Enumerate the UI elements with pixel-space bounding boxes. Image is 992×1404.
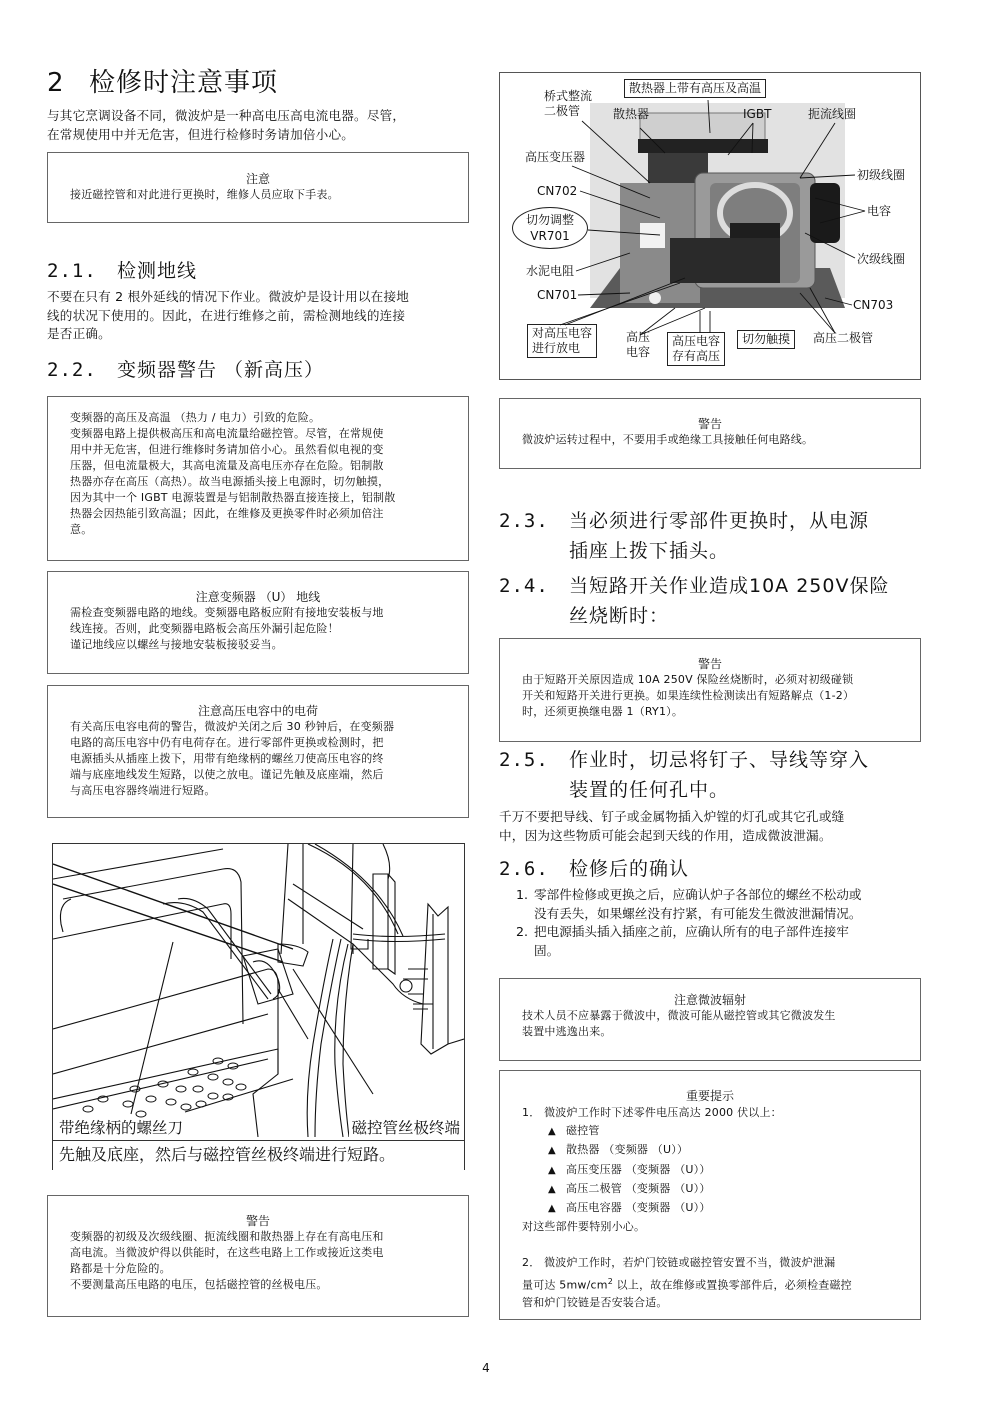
important-item-2: 2． 微波炉工作时，若炉门铰链或磁控管安置不当，微波炉泄漏 (522, 1256, 836, 1270)
box-line: 热器亦存在高压（高热）。故当电源插头接上电源时，切勿触摸， (70, 475, 390, 488)
warning-title: 警告 (697, 657, 722, 671)
heading-number: 2.6. (499, 858, 549, 880)
heading-2-6 (499, 856, 689, 882)
page-number: 4 (482, 1361, 490, 1375)
box-line: 与高压电容器终端进行短路。 (70, 784, 216, 797)
notice-title: 注意变频器 （U） 地线 (195, 590, 321, 604)
heading-title: 变频器警告 （新高压） (117, 359, 325, 381)
inverter-warning-box (47, 396, 469, 561)
label-cn702: CN702 (537, 184, 578, 198)
section-number: 2 (47, 68, 65, 98)
inverter-board-photo (499, 72, 921, 380)
bullet-item: ▲ 磁控管 (522, 1122, 898, 1141)
box-line: 技术人员不应暴露于微波中，微波可能从磁控管或其它微波发生 (522, 1009, 836, 1022)
careful-note: 对这些部件要特别小心。 (522, 1220, 646, 1234)
warning-fuse-box (499, 638, 921, 742)
bullet-item: ▲ 散热器 （变频器 （U）） (522, 1141, 898, 1160)
box-line: 电源插头从插座上拨下，用带有绝缘柄的螺丝刀使高压电容的终 (70, 752, 384, 765)
heading-number: 2.4. (499, 575, 549, 597)
box-line: 因为其中一个 IGBT 电源装置是与铝制散热器直接连接上，铝制散 (70, 491, 396, 504)
label-no-touch: 切勿触摸 (737, 330, 795, 349)
box-line: 有关高压电容电荷的警告，微波炉关闭之后 30 秒钟后，在变频器 (70, 720, 395, 733)
text-line: 中，因为这些物质可能会起到天线的作用，造成微波泄漏。 (499, 827, 832, 843)
text-line: 是否正确。 (47, 326, 111, 341)
section-intro (47, 107, 472, 144)
label-hv-cap-voltage: 高压电容 存有高压 (667, 332, 725, 366)
label-hv-cap: 高压 电容 (626, 330, 651, 359)
heading-number: 2.1. (47, 260, 97, 282)
heading-title: 检修后的确认 (569, 858, 690, 880)
box-line: 路都是十分危险的。 (70, 1262, 171, 1275)
section-heading (47, 68, 278, 98)
label-discharge: 对高压电容 进行放电 (527, 324, 597, 358)
text-line: 千万不要把导线、钉子或金属物插入炉镗的灯孔或其它孔或缝 (499, 809, 845, 824)
warning-text: 微波炉运转过程中，不要用手或绝缘工具接触任何电路线。 (522, 433, 814, 446)
heading-line: 当必须进行零部件更换时，从电源 (569, 510, 870, 532)
label-choke-coil: 扼流线圈 (808, 107, 857, 121)
label-cement-resistor: 水泥电阻 (526, 264, 575, 278)
label-no-adjust-vr701: 切勿调整 VR701 (512, 207, 588, 249)
notice-charge-box (47, 685, 469, 818)
bullet-item: ▲ 高压变压器 （变频器 （U）） (522, 1161, 898, 1180)
heading-line: 丝烧断时： (569, 605, 670, 627)
heading-number: 2.2. (47, 359, 97, 381)
label-secondary-coil: 次级线圈 (857, 252, 906, 266)
heading-number: 2.3. (499, 510, 549, 532)
heading-2-1 (47, 258, 197, 284)
notice-ground-box (47, 571, 469, 674)
section-title: 检修时注意事项 (89, 68, 279, 98)
box-line: 开关和短路开关进行更换。如果连续性检测读出有短路解点（1-2） (522, 689, 855, 702)
notice-text: 接近磁控管和对此进行更换时，维修人员应取下手表。 (70, 188, 339, 201)
box-line: 端与底座地线发生短路，以使之放电。谨记先触及底座端，然后 (70, 768, 384, 781)
heading-number: 2.5. (499, 749, 549, 771)
box-line: 变频器的初级及次级线圈、扼流线圈和散热器上存在有高电压和 (70, 1230, 384, 1243)
bullet-item: ▲ 高压二极管 （变频器 （U）） (522, 1180, 898, 1199)
warning-coils-box (47, 1195, 469, 1317)
heading-line: 装置的任何孔中。 (569, 779, 730, 801)
warning-operation-box (499, 398, 921, 469)
discharge-illustration (52, 843, 465, 1170)
important-title: 重要提示 (685, 1089, 734, 1103)
label-hv-diode: 高压二极管 (813, 331, 874, 345)
warning-title: 警告 (245, 1214, 270, 1228)
triangle-icon: ▲ (548, 1164, 556, 1176)
s2-1-text (47, 288, 472, 344)
label-cn701: CN701 (537, 288, 578, 302)
important-item-2-line: 管和炉门铰链是否安装合适。 (522, 1296, 668, 1310)
box-line: 用中并无危害，但进行维修时务请加倍小心。虽然看似电视的变 (70, 443, 384, 456)
label-capacitor: 电容 (867, 204, 892, 218)
intro-line: 与其它烹调设备不同，微波炉是一种高电压高电流电器。尽管， (47, 108, 406, 123)
label-primary-coil: 初级线圈 (857, 168, 906, 182)
s2-5-text (499, 808, 924, 845)
box-line: 高电流。当微波炉得以供能时，在这些电路上工作或接近这类电 (70, 1246, 384, 1259)
heading-2-2 (47, 357, 324, 383)
box-line: 热器会因热能引致高温；因此，在维修及更换零件时必须加倍注 (70, 507, 384, 520)
heading-2-5 (499, 745, 924, 805)
screwdriver-drawing (53, 844, 464, 1137)
box-line: 不要测量高压电路的电压，包括磁控管的丝极电压。 (70, 1278, 328, 1291)
notice-title: 注意微波辐射 (673, 993, 746, 1007)
notice-radiation-box (499, 978, 921, 1061)
box-line: 由于短路开关原因造成 10A 250V 保险丝烧断时，必须对初级碰锁 (522, 673, 854, 686)
label-cn703: CN703 (853, 298, 894, 312)
label-igbt: IGBT (743, 107, 772, 121)
heading-title: 检测地线 (117, 260, 198, 282)
box-line: 需检查变频器电路的地线。变频器电路板应附有接地安装板与地 (70, 606, 384, 619)
box-line: 变频器的高压及高温 （热力 / 电力）引致的危险。 (70, 411, 321, 424)
checklist-item: 2. 把电源插头插入插座之前，应确认所有的电子部件连接牢 固。 (516, 924, 849, 958)
notice-title: 注意高压电容中的电荷 (197, 704, 318, 718)
intro-line: 在常规使用中并无危害，但进行检修时务请加倍小心。 (47, 126, 355, 142)
heading-line: 当短路开关作业造成10A 250V保险 (569, 575, 890, 597)
heading-line: 作业时，切忌将钉子、导线等穿入 (569, 749, 870, 771)
warning-title: 警告 (697, 417, 722, 431)
box-line: 压器，但电流量极大，其高电流量及高电压亦存在危险。铝制散 (70, 459, 384, 472)
triangle-icon: ▲ (548, 1145, 556, 1157)
triangle-icon: ▲ (548, 1126, 556, 1138)
box-line: 线连接。否则，此变频器电路板会高压外漏引起危险！ (70, 622, 339, 635)
heading-line: 插座上拨下插头。 (569, 540, 730, 562)
box-line: 电路的高压电容中仍有电荷存在。进行零部件更换或检测时，把 (70, 736, 384, 749)
checklist-item: 1. 零部件检修或更换之后，应确认炉子各部位的螺丝不松动或 没有丢失，如果螺丝没有拧紧，有可能发生微波泄漏情况。 (516, 887, 862, 921)
text-line: 不要在只有 2 根外延线的情况下作业。微波炉是设计用以在接地 (47, 289, 410, 304)
bullet-item: ▲ 高压电容器 （变频器 （U）） (522, 1199, 898, 1218)
label-hv-transformer: 高压变压器 (525, 150, 586, 164)
figure-caption: 先触及底座，然后与磁控管丝极终端进行短路。 (53, 1140, 464, 1170)
box-line: 变频器电路上提供极高压和高电流量给磁控管。尽管，在常规使 (70, 427, 384, 440)
heading-2-3 (499, 506, 924, 566)
box-line: 意。 (70, 523, 93, 536)
label-heatsink-hv: 散热器上带有高压及高温 (624, 79, 766, 98)
box-line: 装置中逃逸出来。 (522, 1025, 612, 1038)
filament-terminal-label: 磁控管丝极终端 (351, 1119, 460, 1137)
important-item-2-line: 量可达 $5mw/cm^2$ 以上，故在维修或置换零部件后，必须检查磁控 (522, 1276, 852, 1292)
notice-title: 注意 (245, 172, 270, 186)
important-notice-box (499, 1070, 921, 1320)
screwdriver-label: 带绝缘柄的螺丝刀 (59, 1119, 184, 1137)
notice-watch-box (47, 152, 469, 223)
post-repair-checklist (516, 886, 924, 960)
box-line: 时，还须更换继电器 1（RY1）。 (522, 705, 684, 718)
important-item-1: 1． 微波炉工作时下述零件电压高达 2000 伏以上： (522, 1106, 782, 1119)
triangle-icon: ▲ (548, 1203, 556, 1215)
label-heatsink: 散热器 (613, 107, 650, 121)
heading-2-4 (499, 571, 924, 631)
text-line: 线的状况下使用的。因此，在进行维修之前，需检测地线的连接 (47, 307, 406, 323)
box-line: 谨记地线应以螺丝与接地安装板接驳妥当。 (70, 638, 283, 651)
label-bridge-rectifier: 桥式整流 二极管 (544, 89, 593, 118)
triangle-icon: ▲ (548, 1183, 556, 1195)
